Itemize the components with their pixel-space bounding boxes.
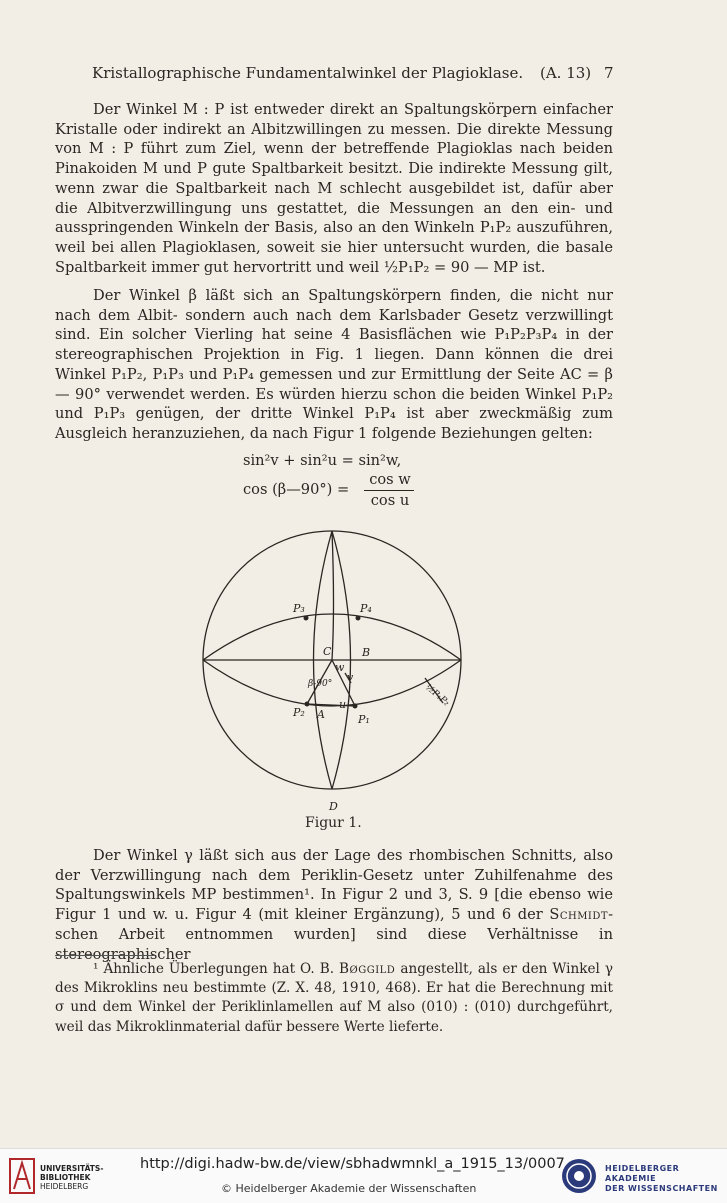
central-arc [332,531,334,660]
library-name [40,1164,103,1191]
academy-name [605,1164,727,1194]
point-p4 [356,616,361,621]
label-d: D [329,800,338,813]
copyright-notice: © Heidelberger Akademie der Wissenschaften [221,1182,477,1195]
paragraph-3-text: Der Winkel γ läßt sich aus der Lage des rhombischen Schnitts, also der Verzwillingung nach dem Periklin-Gesetz unter Zuhilfenahme des Spaltungswinkels MP bestimmen¹. In Figur 2 und 3, S. 9 [die ebenso wie Figur 1 und w. u. Figur 4 (mit kleiner Ergänzung), 5 und 6 der Schmidt-schen Arbeit entnommen wurden] sind diese Verhältnisse in stereographischer [55,847,614,963]
permalink-url[interactable]: http://digi.hadw-bw.de/view/sbhadwmnkl_a_1915_13/0007 [140,1156,565,1172]
label-v: v [347,671,354,684]
stereographic-projection-figure [195,528,475,818]
label-p3: P₃ [293,602,305,615]
label-half-angle: ½P₁P₂ [423,682,451,709]
footnote-text-end: angestellt, als er den Winkel γ des Mikroklins neu bestimmte (Z. X. 48, 1910, 468). Er hat die Berechnung mit σ und dem Winkel der Periklinlamellen auf M also (010) : (010) durchgeführt, weil das Mikroklinmaterial dafür bessere Werte lieferte. [55,961,613,1035]
academy-line-2: DER WISSENSCHAFTEN [605,1184,718,1193]
label-b: B [362,646,371,659]
label-beta: β-90° [308,679,333,689]
footnote [55,960,613,1037]
paragraph-1 [55,100,613,277]
figure-caption: Figur 1. [305,815,362,831]
label-c: C [323,645,332,658]
fraction-bar [364,490,414,491]
point-p1 [353,704,358,709]
label-u: u [339,698,347,711]
equation-2-numerator: cos w [369,471,411,488]
paragraph-3 [55,846,613,964]
page-number: 7 [604,64,614,82]
author-name-boggild: Bøggild [339,961,396,977]
label-p1: P₁ [358,713,370,726]
academy-seal-icon [560,1157,598,1195]
library-line-1: UNIVERSITÄTS- [40,1164,104,1173]
point-p2 [305,702,310,707]
library-line-3: HEIDELBERG [40,1182,89,1191]
running-title: Kristallographische Fundamentalwinkel der Plagioklase. [92,64,524,82]
paragraph-3-start: Der Winkel γ läßt sich aus der Lage des rhombischen Schnitts, also der Verzwillingung nach dem Periklin-Gesetz unter Zuhilfenahme des Spaltungswinkels MP bestimmen¹. In Figur 2 und 3, S. 9 [die ebenso wie Figur 1 und w. u. Figur 4 (mit kleiner Ergänzung), 5 und 6 der [55,847,613,924]
label-p2: P₂ [293,706,305,719]
paragraph-1-text: Der Winkel M : P ist entweder direkt an Spaltungskörpern einfacher Kristalle oder indirekt an Albitzwillingen zu messen. Die direkte Messung von M : P führt zum Ziel, wenn der betreffende Plagioklas nach beiden Pinakoiden M und P gute Spaltbarkeit besitzt. Die indirekte Messung gilt, wenn zwar die Spaltbarkeit nach M schlecht ausgebildet ist, dafür aber die Albitverzwillingung uns gestattet, die Messungen an den ein- und ausspringenden Winkeln der Basis, also an den Winkeln P₁P₂ auszuführen, weil bei allen Plagioklasen, soweit sie hier untersucht wurden, die basale Spaltbarkeit immer gut hervortritt und weil ½P₁P₂ = 90 — MP ist. [55,101,613,276]
digitization-footer [0,1148,727,1203]
library-line-2: BIBLIOTHEK [40,1173,91,1182]
academy-line-1: HEIDELBERGER AKADEMIE [605,1164,680,1183]
label-a: A [317,708,325,721]
footnote-marker: ¹ [93,961,99,977]
section-reference: (A. 13) [540,64,592,82]
label-w: w [335,661,345,674]
paragraph-3-end: schen Arbeit entnommen wurden] sind diese Verhältnisse in stereographischer [55,925,613,963]
footnote-text-start: Ähnliche Überlegungen hat O. B. [103,961,335,977]
university-library-logo-icon [8,1157,36,1195]
footnote-rule [55,955,155,956]
equation-1: sin²v + sin²u = sin²w, [243,452,402,469]
point-p3 [304,616,309,621]
author-name-schmidt: Schmidt [549,906,609,924]
paragraph-2-text: Der Winkel β läßt sich an Spaltungskörpern finden, die nicht nur nach dem Albit- sondern auch nach dem Karlsbader Gesetz verzwillingt sind. Ein solcher Vierling hat seine 4 Basisflächen wie P₁P₂P₃P₄ in der stereographischen Projektion in Fig. 1 liegen. Dann können die drei Winkel P₁P₂, P₁P₃ und P₁P₄ gemessen und zur Ermittlung der Seite AC = β — 90° verwendet werden. Es würden hierzu schon die beiden Winkel P₁P₂ und P₁P₃ genügen, der dritte Winkel P₁P₄ ist aber zweckmäßig zum Ausgleich heranzuziehen, da nach Figur 1 folgende Beziehungen gelten: [55,287,613,442]
equation-2-lhs: cos (β—90°) = [243,481,350,498]
equation-2-denominator: cos u [370,492,410,509]
paragraph-2 [55,286,613,444]
label-p4: P₄ [360,602,372,615]
